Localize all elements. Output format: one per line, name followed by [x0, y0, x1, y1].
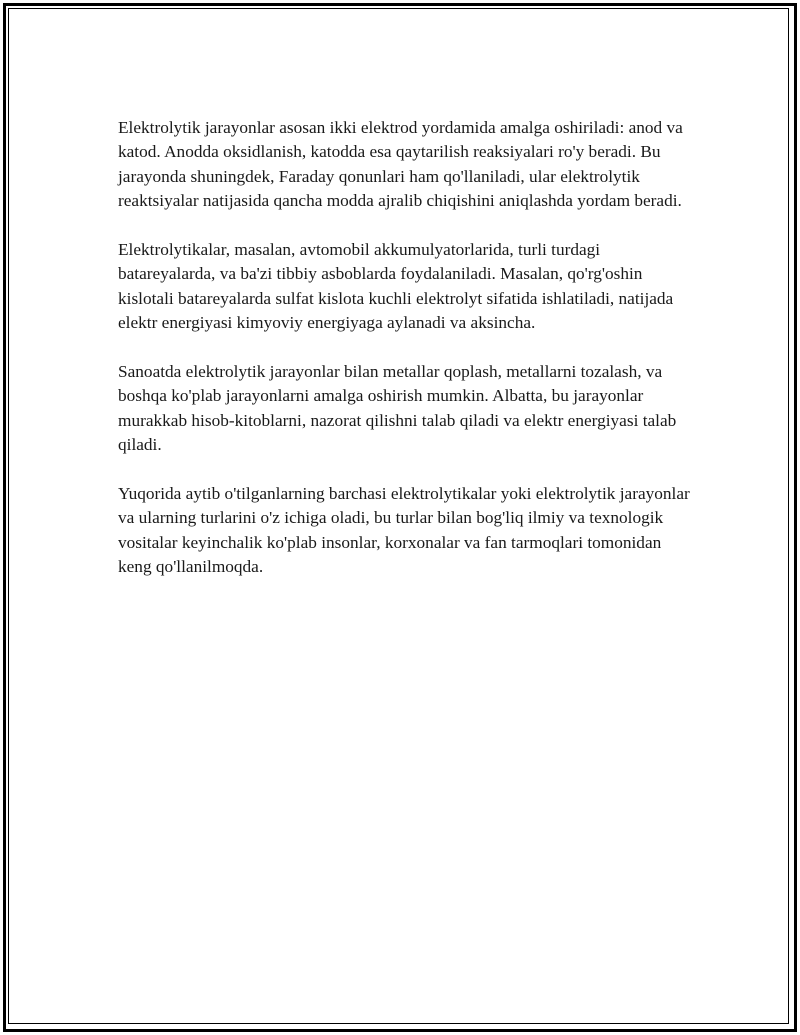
paragraph-3: Sanoatda elektrolytik jarayonlar bilan metallar qoplash, metallarni tozalash, va boshqa ko'plab jarayonlarni amalga oshirish mumkin. Albatta, bu jarayonlar murakkab hisob-kitoblarni, nazorat qilishni talab qiladi va elektr energiyasi talab qiladi.: [118, 362, 677, 455]
document-body: [118, 116, 692, 604]
paragraph-4: Yuqorida aytib o'tilganlarning barchasi elektrolytikalar yoki elektrolytik jarayonlar va ularning turlarini o'z ichiga oladi, bu turlar bilan bog'liq ilmiy va texnologik vositalar keyinchalik ko'plab insonlar, korxonalar va fan tarmoqlari tomonidan keng qo'llanilmoqda.: [118, 484, 690, 577]
paragraph-2: Elektrolytikalar, masalan, avtomobil akkumulyatorlarida, turli turdagi batareyalarda, va ba'zi tibbiy asboblarda foydalaniladi. Masalan, qo'rg'oshin kislotali batareyalarda sulfat kislota kuchli elektrolyt sifatida ishlatiladi, natijada elektr energiyasi kimyoviy energiyaga aylanadi va aksincha.: [118, 240, 674, 333]
paragraph-1: Elektrolytik jarayonlar asosan ikki elektrod yordamida amalga oshiriladi: anod va katod. Anodda oksidlanish, katodda esa qaytarilish reaksiyalari ro'y beradi. Bu jarayonda shuningdek, Faraday qonunlari ham qo'llaniladi, ular elektrolytik reaktsiyalar natijasida qancha modda ajralib chiqishini aniqlashda yordam beradi.: [118, 118, 683, 211]
